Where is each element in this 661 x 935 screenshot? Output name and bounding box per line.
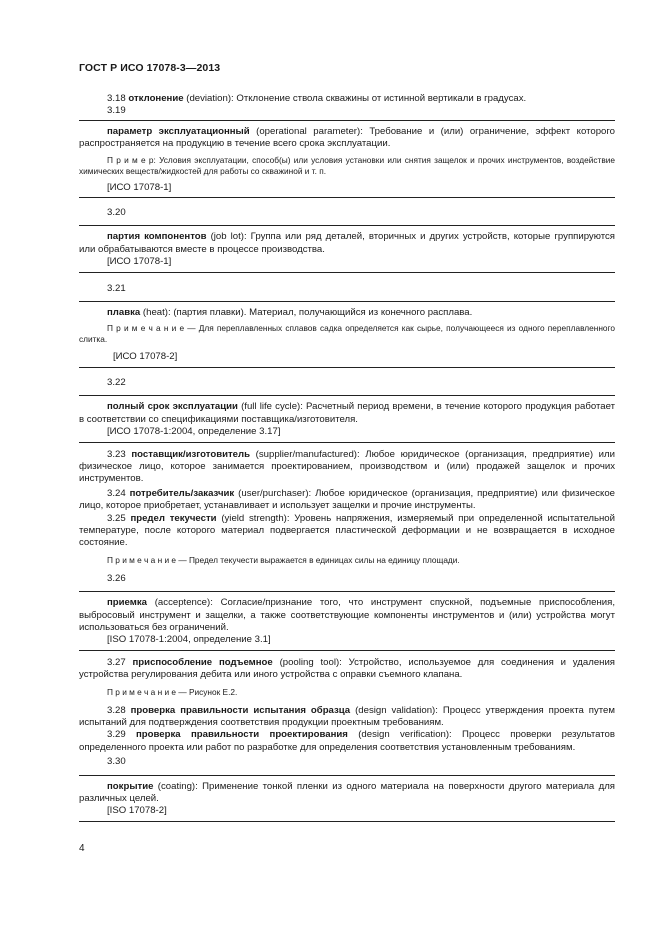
boxed-entry-3-22 bbox=[79, 395, 615, 442]
entry-3-28: 3.28 проверка правильности испытания образца (design validation): Процесс утверждения проекта путем испытаний для подтверждения соответствия продукции проектным требованиям. bbox=[79, 704, 615, 728]
entry-3-23: 3.23 поставщик/изготовитель (supplier/manufactured): Любое юридическое (организация, предприятие) или физическое лицо, которое занимается проектированием, производством и (или) продажей защелок и прочих инструментов. bbox=[79, 448, 615, 485]
entry-definition: полный срок эксплуатации (full life cycle): Расчетный период времени, в течение которого продукция работает в соответствии со спецификациями поставщика/изготовителя. bbox=[79, 401, 615, 425]
entry-source: [ISO 17078-1:2004, определение 3.1] bbox=[107, 634, 271, 646]
entry-term: приспособление подъемное bbox=[132, 656, 273, 668]
entry-number-3-21: 3.21 bbox=[107, 282, 126, 294]
boxed-entry-3-26 bbox=[79, 591, 615, 651]
entry-term: предел текучести bbox=[130, 512, 217, 524]
entry-definition: (deviation): Отклонение ствола скважины от истинной вертикали в градусах. bbox=[183, 93, 527, 104]
entry-number-3-22: 3.22 bbox=[107, 376, 126, 388]
entry-term: проверка правильности проектирования bbox=[136, 729, 348, 741]
entry-term: полный срок эксплуатации bbox=[107, 401, 238, 413]
entry-3-27: 3.27 приспособление подъемное (pooling tool): Устройство, используемое для соединения и удаления устройства регулирования дебита или иного устройства с оправки съемного клапана. bbox=[79, 656, 616, 681]
entry-term: партия компонентов bbox=[107, 231, 207, 243]
entry-number-3-30: 3.30 bbox=[107, 756, 126, 768]
entry-note-3-25: П р и м е ч а н и е — Предел текучести выражается в единицах силы на единицу площади. bbox=[107, 554, 460, 565]
document-header: ГОСТ Р ИСО 17078-3—2013 bbox=[79, 62, 221, 74]
entry-definition: партия компонентов (job lot): Группа или ряд деталей, вторичных и других устройств, которые группируются или обрабатываются вместе в процессе производства. bbox=[79, 231, 615, 255]
entry-term: покрытие bbox=[107, 780, 154, 792]
entry-term: параметр эксплуатационный bbox=[107, 125, 250, 137]
entry-term: отклонение bbox=[128, 93, 184, 104]
entry-term: потребитель/заказчик bbox=[129, 487, 235, 499]
entry-3-18 bbox=[79, 93, 615, 105]
entry-term: поставщик/изготовитель bbox=[131, 448, 251, 460]
entry-note-3-27: П р и м е ч а н и е — Рисунок Е.2. bbox=[107, 686, 238, 697]
entry-source: [ИСО 17078-2] bbox=[113, 351, 178, 363]
entry-3-24: 3.24 потребитель/заказчик (user/purchaser): Любое юридическое (организация, предприятие) или физическое лицо, которое приобретает, устанавливает и использует защелки и прочие инструменты. bbox=[79, 487, 616, 512]
boxed-entry-3-30 bbox=[79, 775, 615, 822]
entry-3-29: 3.29 проверка правильности проектирования (design verification): Процесс проверки результатов определенного проекта или работ по разработке для определения соответствия установленным требованиям. bbox=[79, 729, 615, 753]
entry-number-3-20: 3.20 bbox=[107, 207, 126, 219]
boxed-entry-3-21 bbox=[79, 301, 615, 368]
entry-number: 3.18 bbox=[107, 93, 126, 104]
entry-number-3-26: 3.26 bbox=[107, 572, 126, 584]
entry-note: П р и м е ч а н и е — Для переплавленных сплавов садка определяется как сырье, получающееся из одного переплавленного слитка. bbox=[79, 323, 615, 345]
entry-number-3-19: 3.19 bbox=[107, 105, 126, 117]
entry-definition: плавка (heat): (партия плавки). Материал, получающийся из конечного расплава. bbox=[107, 307, 473, 319]
entry-definition: покрытие (coating): Применение тонкой пленки из одного материала на поверхности другого материала для различных целей. bbox=[79, 780, 615, 805]
entry-definition: параметр эксплуатационный (operational parameter): Требование и (или) ограничение, эффект которого распространяется на продукцию в течение всего срока эксплуатации. bbox=[79, 125, 616, 150]
entry-source: [ИСО 17078-1] bbox=[107, 256, 172, 268]
entry-source: [ИСО 17078-1] bbox=[107, 181, 172, 193]
entry-3-25: 3.25 предел текучести (yield strength): Уровень напряжения, измеряемый при определенной испытательной температуре, после которого материал подвергается пластической деформации и не возвращается в исходное состояние. bbox=[79, 512, 615, 549]
document-body bbox=[79, 93, 615, 825]
entry-definition: приемка (acceptence): Согласие/признание того, что инструмент спускной, подъемные приспособления, выбросовый инструмент и защелки, а также соответствующие компоненты инструментов и (или) устройства могут использоваться без ограничений. bbox=[79, 597, 615, 633]
entry-example: П р и м е р: Условия эксплуатации, способ(ы) или условия установки или снятия защелок и прочих инструментов, воздействие химических веществ/жидкостей для работы со скважиной и т. п. bbox=[79, 154, 615, 176]
entry-term: проверка правильности испытания образца bbox=[130, 704, 351, 716]
boxed-entry-3-20 bbox=[79, 225, 615, 272]
entry-source: [ISO 17078-2] bbox=[107, 805, 167, 817]
entry-source: [ИСО 17078-1:2004, определение 3.17] bbox=[107, 426, 281, 438]
entry-term: плавка bbox=[107, 307, 141, 319]
boxed-entry-3-19 bbox=[79, 120, 615, 198]
page-number: 4 bbox=[79, 843, 85, 854]
entry-term: приемка bbox=[107, 597, 147, 609]
